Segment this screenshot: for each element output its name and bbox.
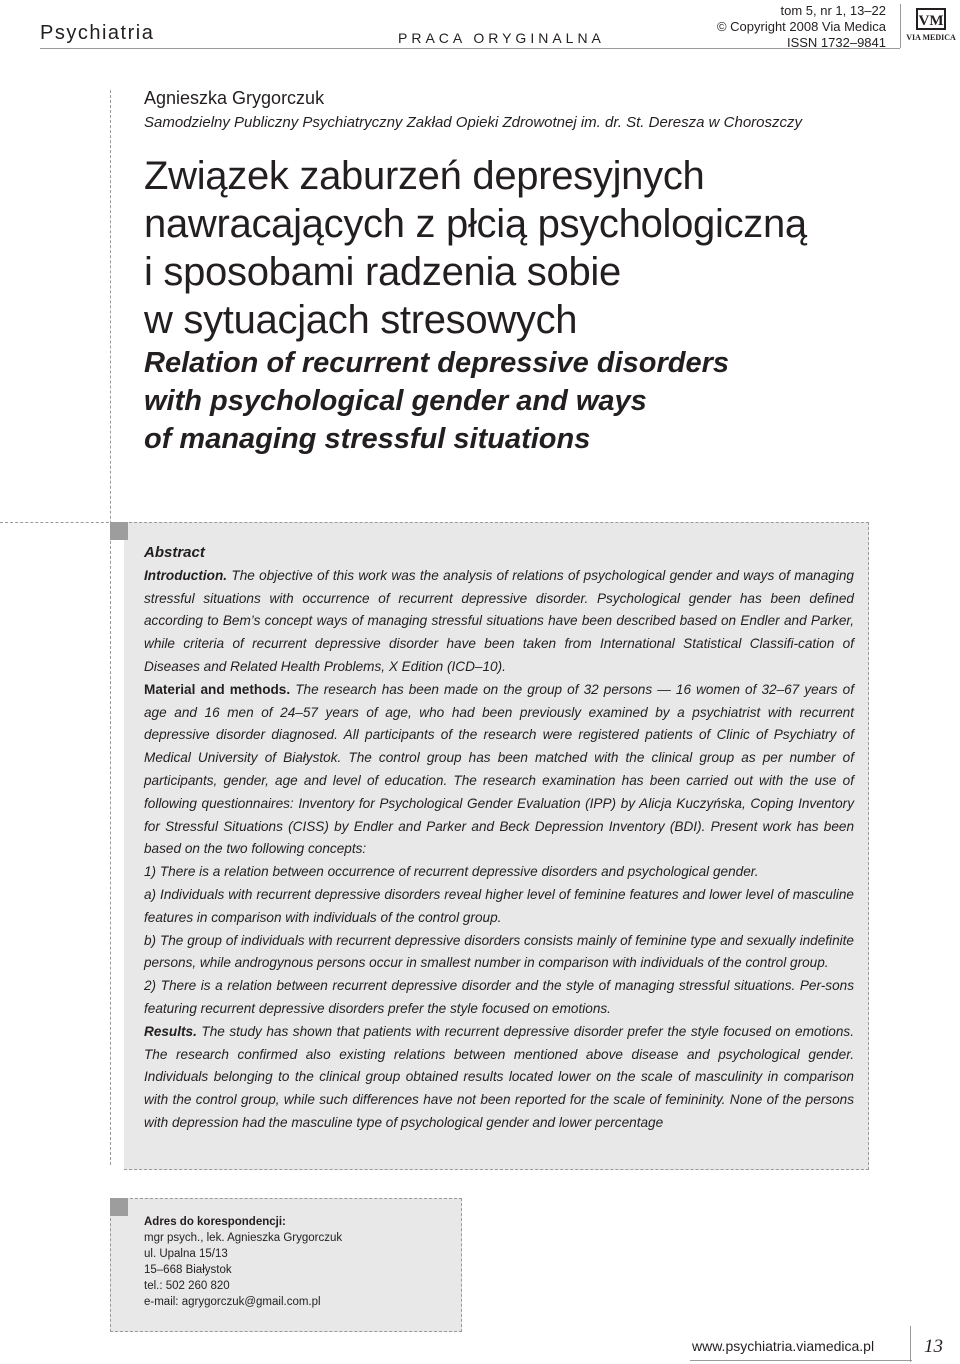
issn-info: ISSN 1732–9841	[786, 35, 886, 50]
correspondence-details	[144, 1214, 342, 1310]
publication-meta	[626, 3, 886, 51]
title-pl-line: i sposobami radzenia sobie	[144, 250, 621, 294]
logo-text: VIA MEDICA	[906, 33, 956, 42]
header-separator	[900, 4, 901, 48]
methods-text: The research has been made on the group of 32 persons — 16 women of 32–67 years of age and 16 men of 24–57 years of age, who had been previously examined by a psychiatrist with recurrent depressive disorder diagnosed. All participants of the research were registered patients of Clinic of Psychiatry of Medical University of Białystok. The control group has been matched with the clinical group as per number of participants, gender, age and level of education. The research examination has been carried out with the use of following questionnaires: Inventory for Psychological Gender Evaluation (IPP) by Alicja Kuczyńska, Coping Inventory for Stressful Situations (CISS) by Endler and Parker and Beck Depression Inventory (BDI). Present work has been based on the two following concepts:	[144, 681, 854, 857]
journal-url-link[interactable]: www.psychiatria.viamedica.pl	[692, 1338, 875, 1354]
methods-label: Material and methods.	[144, 681, 291, 697]
results-text: The study has shown that patients with recurrent depressive disorder prefer the style focused on emotions. The research confirmed also existing relations between mentioned above disease and psychological gender. Individuals belonging to the clinical group obtained results located lower on the scale of masculinity in comparison with the control group, while such differences have not been reported for the scale of femininity. None of the persons with depression had the masculine type of psychological gender and lower percentage	[144, 1023, 854, 1130]
title-pl-line: Związek zaburzeń depresyjnych	[144, 154, 705, 198]
logo-mark: VM	[918, 13, 944, 29]
abstract-results	[144, 1021, 854, 1135]
page-number: 13	[924, 1336, 943, 1357]
journal-name: Psychiatria	[40, 22, 155, 44]
abstract-introduction	[144, 565, 854, 679]
correspondence-line: ul. Upalna 15/13	[144, 1248, 228, 1260]
concept-2: 2) There is a relation between recurrent depressive disorder and the style of managing stressful situations. Per-sons featuring recurrent depressive disorders prefer the style focused on emotions.	[144, 978, 854, 1016]
title-english	[144, 344, 729, 458]
results-label: Results.	[144, 1023, 197, 1039]
intro-text: The objective of this work was the analysis of relations of psychological gender and ways of managing stressful situations with occurrence of recurrent depressive disorder. Psychological gender has been defined according to Bem’s concept ways of managing stressful situations have been described based on Endler and Parker, while criteria of recurrent depressive disorder have been taken from International Statistical Classifi-cation of Diseases and Related Health Problems, X Edition (ICD–10).	[144, 567, 854, 674]
header-rule	[40, 48, 900, 49]
correspondence-heading: Adres do korespondencji:	[144, 1216, 286, 1228]
title-en-line: Relation of recurrent depressive disorders	[144, 347, 730, 379]
title-en-line: of managing stressful situations	[144, 423, 591, 455]
title-polish	[144, 152, 807, 344]
abstract-heading: Abstract	[144, 544, 205, 561]
concept-1: 1) There is a relation between occurrence of recurrent depressive disorders and psychological gender.	[144, 864, 759, 880]
intro-label: Introduction.	[144, 567, 228, 583]
correspondence-marker	[110, 1198, 128, 1216]
concept-1a: a) Individuals with recurrent depressive disorders reveal higher level of feminine features and lower level of masculine features in comparison with individuals of the control group.	[144, 886, 854, 925]
volume-info: tom 5, nr 1, 13–22	[780, 3, 886, 18]
title-en-line: with psychological gender and ways	[144, 385, 647, 417]
author-affiliation: Samodzielny Publiczny Psychiatryczny Zakład Opieki Zdrowotnej im. dr. St. Deresza w Choroszczy	[144, 114, 803, 131]
concept-1b: b) The group of individuals with recurrent depressive disorders consists mainly of feminine type and sexually indefinite persons, while androgynous persons occur in smallest number in comparison with individuals of the control group.	[144, 932, 854, 971]
correspondence-line: 15–668 Białystok	[144, 1264, 232, 1276]
title-pl-line: nawracających z płcią psychologiczną	[144, 202, 807, 246]
via-medica-logo	[906, 8, 956, 44]
correspondence-line: mgr psych., lek. Agnieszka Grygorczuk	[144, 1232, 343, 1244]
title-pl-line: w sytuacjach stresowych	[144, 298, 578, 342]
left-dashed-rule	[110, 90, 111, 1165]
abstract-marker	[110, 522, 128, 540]
abstract-body	[144, 542, 854, 1135]
correspondence-email[interactable]: e-mail: agrygorczuk@gmail.com.pl	[144, 1296, 321, 1308]
correspondence-line: tel.: 502 260 820	[144, 1280, 230, 1292]
article-type: PRACA ORYGINALNA	[398, 30, 605, 46]
abstract-dashed-rule	[0, 522, 124, 523]
footer-rule	[690, 1360, 912, 1361]
author-name: Agnieszka Grygorczuk	[144, 88, 325, 108]
abstract-methods	[144, 679, 854, 861]
copyright-info: © Copyright 2008 Via Medica	[716, 19, 886, 34]
footer-separator	[910, 1326, 911, 1362]
